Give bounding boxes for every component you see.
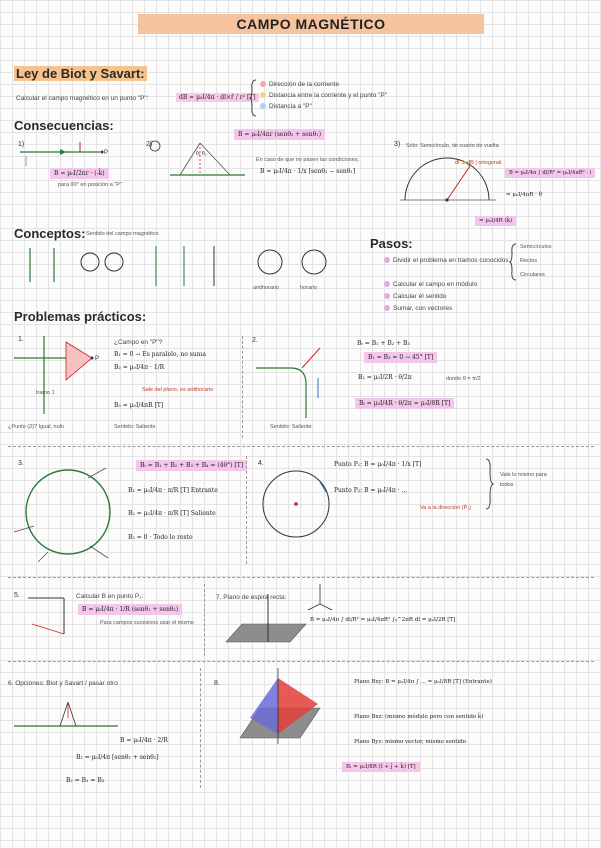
legend-item: Dirección de la corriente bbox=[260, 81, 387, 88]
problem-1-line-2: B₂ = μ₀I/4π · 1/R bbox=[114, 364, 165, 371]
conceptos-subtitle: Sentido del campo magnético bbox=[86, 231, 159, 237]
consecuencia-3-label: 3) bbox=[394, 141, 401, 148]
section-heading-consecuencias: Consecuencias: bbox=[14, 118, 114, 133]
paso-4: Sumar, con vectores bbox=[384, 305, 452, 312]
consecuencia-3-formula-2: = μ₀I/4πR · θ bbox=[506, 192, 542, 198]
consecuencia-1-note: para 90° en posición a "P" bbox=[58, 182, 122, 188]
problem-5-question: Calcular B en punto P₁: bbox=[76, 593, 144, 600]
svg-text:P: P bbox=[95, 356, 100, 362]
pasos-brace-2: Rectos bbox=[520, 258, 538, 264]
legend-item: Distancia a "P" bbox=[260, 103, 387, 110]
problem-7-label: 7. Plano de espira recta: bbox=[216, 594, 287, 601]
problem-6-eq-1: B = μ₀I/4π · 2/R bbox=[120, 737, 168, 744]
consecuencia-3-angle: dl ⊥ dB | ortogonal bbox=[455, 160, 502, 166]
biot-intro: Calcular el campo magnético en un punto "P": bbox=[16, 95, 149, 102]
problem-5-label: 5. bbox=[14, 592, 20, 599]
problem-2-diagram bbox=[256, 340, 346, 420]
biot-legend bbox=[260, 81, 387, 110]
problem-2-eq-2: B₁ = B₃ = 0 → 45° [T] bbox=[364, 352, 437, 363]
problem-5-note: Para campos sucesivos usar el mismo bbox=[100, 620, 194, 626]
straight-wire-diagram bbox=[20, 140, 110, 170]
section-heading-biot-savart: Ley de Biot y Savart: bbox=[16, 66, 145, 81]
problem-4-note: Va a la dirección (P₁) bbox=[420, 505, 471, 511]
problem-8-eq-2: Plano Bxz: (mismo módulo pero con sentido k̂) bbox=[354, 714, 484, 720]
problem-1-tramo: tramo 1 bbox=[36, 390, 55, 396]
problem-6-label: 6. Opciones: Biot y Savart / pasar otro bbox=[8, 680, 118, 687]
problem-2-side: Sentido: Saliente bbox=[270, 424, 312, 430]
problem-1-note: Sale del plano, es antihorario bbox=[142, 387, 214, 393]
svg-text:P: P bbox=[104, 150, 109, 156]
consecuencia-3-formula-1: B = μ₀I/4π ∫ dl/R² = μ₀I/4πR² · l bbox=[505, 168, 595, 178]
divider bbox=[8, 446, 594, 447]
problem-8-eq-1: Plano Bxy: B = μ₀I/4π ∫ ... = μ₀I/8R [T] (Entrante) bbox=[354, 679, 492, 685]
problem-8-eq-3: Plano Byz: mismo vector, mismo sentido bbox=[354, 739, 467, 745]
concepto-label-antihorario: antihorario bbox=[253, 285, 279, 291]
problem-2-eq-1: Bₜ = B₁ + B₂ + B₃ bbox=[357, 340, 410, 347]
consecuencia-3-formula-3: = μ₀I/4R (k̂) bbox=[475, 216, 516, 226]
brace-icon bbox=[250, 80, 258, 116]
legend-dot bbox=[260, 103, 266, 109]
legend-dot bbox=[260, 81, 266, 87]
consecuencia-2-label: 2) bbox=[146, 141, 153, 148]
pasos-heading: Pasos: bbox=[370, 236, 413, 251]
pasos-brace-3: Circulares bbox=[520, 272, 545, 278]
consecuencia-2-formula-2: B = μ₀I/4π · 1/x [senθ₂ − senθ₁] bbox=[260, 168, 356, 175]
problem-3-label: 3. bbox=[18, 460, 24, 467]
problem-3-eq-2: B₁ = μ₀I/4π · π/R [T] Entrante bbox=[128, 487, 218, 494]
section-heading-conceptos: Conceptos: bbox=[14, 226, 86, 241]
consecuencia-1-label: 1) bbox=[18, 141, 25, 148]
problem-1-question: ¿Campo en "P"? bbox=[114, 339, 163, 346]
problem-2-eq-3b: donde θ = π/2 bbox=[446, 376, 481, 382]
concepto-label-horario: horario bbox=[300, 285, 318, 291]
biot-formula: dB = μ₀I/4π · dl×r̂ / r² [T] bbox=[176, 93, 259, 102]
pasos-brace-1: Semicírculos bbox=[520, 244, 552, 250]
consecuencia-2-note: En caso de que no pasen las condiciones, bbox=[256, 157, 360, 163]
step-dot bbox=[384, 293, 390, 299]
divider bbox=[242, 336, 243, 438]
problem-1-line-3: B₃ = μ₀I/4πR [T] bbox=[114, 402, 164, 409]
brace-icon bbox=[486, 459, 494, 509]
problem-4-brace: Vale lo mismo para todos bbox=[500, 472, 547, 488]
problem-4-eq-1: Punto P₁: B = μ₀I/4π · 1/x [T] bbox=[334, 461, 422, 468]
problem-1-label: 1. bbox=[18, 336, 24, 343]
paso-1: Dividir el problema en tramos conocidos bbox=[384, 257, 509, 264]
consecuencia-1-formula: B = μ₀I/2πr · (-k̂) bbox=[50, 168, 109, 179]
page-title: CAMPO MAGNÉTICO bbox=[138, 14, 484, 34]
problem-5-diagram bbox=[24, 594, 74, 640]
problem-7-diagram bbox=[220, 584, 320, 654]
brace-icon bbox=[510, 244, 518, 280]
problem-3-diagram bbox=[10, 458, 130, 568]
problem-4-label: 4. bbox=[258, 460, 264, 467]
problem-6-eq-2: B₁ = μ₀I/4π [senθ₁ + senθ₂] bbox=[76, 754, 159, 761]
field-direction-diagrams bbox=[14, 244, 344, 294]
consecuencia-3-title: Sólo: Semicírculo, de cuarto de vuelta bbox=[406, 143, 499, 149]
legend-dot bbox=[260, 92, 266, 98]
problem-5-eq: B = μ₀I/4π · 1/R (senθ₁ + senθ₂) bbox=[78, 604, 182, 615]
problem-8-eq-4: Bₜ = μ₀I/8R (î + ĵ + k̂) [T] bbox=[342, 762, 420, 772]
problem-8-label: 8. bbox=[214, 680, 220, 687]
paso-3: Calcular el sentido bbox=[384, 293, 446, 300]
finite-wire-diagram bbox=[150, 135, 250, 185]
problem-7-eq: B = μ₀I/4π ∫ dl/R² = μ₀I/4πR² ∫₀^2πR dl = μ₀I/2R [T] bbox=[310, 617, 456, 623]
divider bbox=[200, 668, 201, 788]
problem-6-eq-3: B₂ = B₁ = B₃ bbox=[66, 777, 105, 784]
divider bbox=[246, 456, 247, 564]
section-heading-problemas: Problemas prácticos: bbox=[14, 309, 147, 324]
step-dot bbox=[384, 281, 390, 287]
problem-4-eq-2: Punto P₂: B = μ₀I/4π · ... bbox=[334, 487, 408, 494]
problem-2-label: 2. bbox=[252, 337, 258, 344]
problem-4-diagram bbox=[260, 462, 340, 552]
problem-1-diagram bbox=[14, 336, 114, 416]
problem-3-eq-3: B₂ = μ₀I/4π · π/R [T] Saliente bbox=[128, 510, 216, 517]
problem-2-eq-3: B₂ = μ₀I/2R · θ/2π bbox=[358, 374, 412, 381]
problem-8-diagram bbox=[230, 668, 330, 748]
problem-3-eq-1: Bₜ = B₁ + B₂ + B₃ + B₄ = (4θ°) [T] bbox=[136, 460, 247, 471]
problem-6-diagram bbox=[14, 690, 124, 740]
svg-text:θ₁ θ₂: θ₁ θ₂ bbox=[196, 151, 207, 157]
step-dot bbox=[384, 257, 390, 263]
problem-1-bottom: ¿Punto (2)? Igual, nulo bbox=[8, 424, 64, 430]
problem-2-eq-4: Bₜ = μ₀I/4R · θ/2π = μ₀I/8R [T] bbox=[355, 398, 454, 409]
problem-1-side: Sentido: Saliente bbox=[114, 424, 156, 430]
problem-1-line-1: B₁ = 0 → Es paralelo, no suma bbox=[114, 351, 206, 358]
consecuencia-2-formula: B = μ₀I/4πr (senθ₂ + senθ₁) bbox=[234, 129, 325, 140]
divider bbox=[8, 661, 594, 662]
legend-item: Distancia entre la corriente y el punto "P" bbox=[260, 92, 387, 99]
problem-3-eq-4: B₃ = 0 · Todo lo resto bbox=[128, 534, 193, 541]
paso-2: Calcular el campo en módulo bbox=[384, 281, 477, 288]
divider bbox=[204, 584, 205, 656]
step-dot bbox=[384, 305, 390, 311]
divider bbox=[8, 577, 594, 578]
